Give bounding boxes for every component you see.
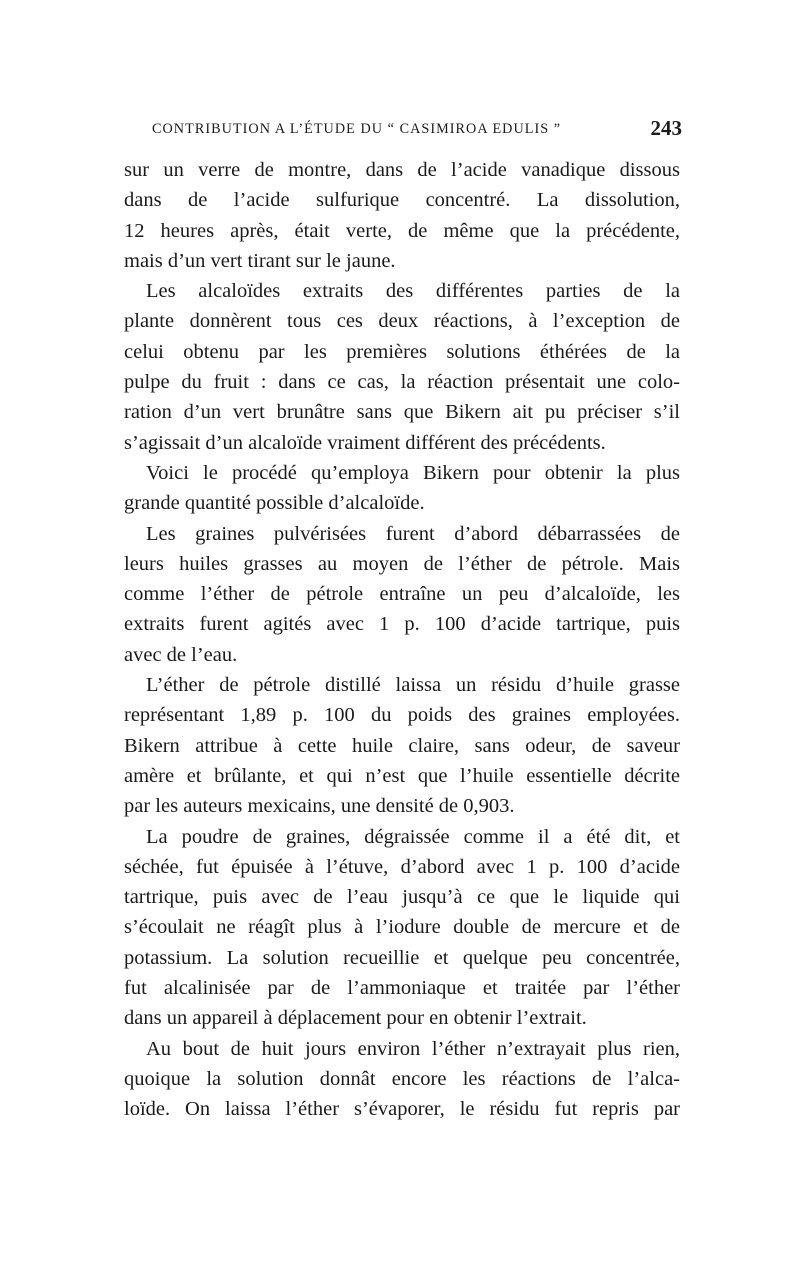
text-line: Les graines pulvérisées furent d’abord débarrassées de	[146, 522, 680, 545]
text-line: sur un verre de montre, dans de l’acide vanadique dissous	[124, 159, 680, 181]
text-line: extraits furent agités avec 1 p. 100 d’acide tartrique, puis	[124, 613, 680, 636]
text-line: s’agissait d’un alcaloïde vraiment différent des précédents.	[124, 431, 606, 454]
text-line: pulpe du fruit : dans ce cas, la réaction présentait une colo-	[124, 371, 680, 394]
running-title: CONTRIBUTION A L’ÉTUDE DU “ CASIMIROA EDULIS ”	[152, 121, 562, 137]
text-line: grande quantité possible d’alcaloïde.	[124, 492, 425, 515]
text-line: leurs huiles grasses au moyen de l’éther de pétrole. Mais	[124, 552, 680, 575]
text-line: mais d’un vert tirant sur le jaune.	[124, 249, 396, 272]
text-line: L’éther de pétrole distillé laissa un résidu d’huile grasse	[146, 674, 680, 697]
text-line: La poudre de graines, dégraissée comme il a été dit, et	[146, 825, 680, 848]
text-line: s’écoulait ne réagît plus à l’iodure double de mercure et de	[124, 916, 680, 939]
text-line: 12 heures après, était verte, de même que la précédente,	[124, 219, 680, 242]
text-line: comme l’éther de pétrole entraîne un peu d’alcaloïde, les	[124, 583, 680, 606]
text-line: ration d’un vert brunâtre sans que Bikern ait pu préciser s’il	[124, 401, 680, 424]
running-head	[152, 116, 682, 143]
text-line: dans un appareil à déplacement pour en obtenir l’extrait.	[124, 1007, 587, 1030]
body-text	[124, 155, 680, 1125]
text-line: plante donnèrent tous ces deux réactions, à l’exception de	[124, 310, 680, 333]
text-line: amère et brûlante, et qui n’est que l’huile essentielle décrite	[124, 764, 680, 787]
text-line: loïde. On laissa l’éther s’évaporer, le résidu fut repris par	[124, 1098, 680, 1121]
text-line: Au bout de huit jours environ l’éther n’extrayait plus rien,	[146, 1037, 680, 1060]
text-line: quoique la solution donnât encore les réactions de l’alca-	[124, 1067, 680, 1090]
text-line: par les auteurs mexicains, une densité de 0,903.	[124, 795, 515, 818]
text-line: dans de l’acide sulfurique concentré. La dissolution,	[124, 189, 680, 212]
text-line: fut alcalinisée par de l’ammoniaque et traitée par l’éther	[124, 977, 680, 1000]
text-line: Bikern attribue à cette huile claire, sans odeur, de saveur	[124, 734, 680, 757]
text-line: tartrique, puis avec de l’eau jusqu’à ce que le liquide qui	[124, 886, 680, 909]
text-line: avec de l’eau.	[124, 643, 238, 666]
text-line: Voici le procédé qu’employa Bikern pour obtenir la plus	[146, 461, 680, 484]
text-line: séchée, fut épuisée à l’étuve, d’abord avec 1 p. 100 d’acide	[124, 855, 680, 878]
text-line: Les alcaloïdes extraits des différentes parties de la	[146, 280, 680, 303]
text-line: représentant 1,89 p. 100 du poids des graines employées.	[124, 704, 680, 727]
page-number: 243	[650, 116, 682, 140]
text-line: potassium. La solution recueillie et quelque peu concentrée,	[124, 946, 680, 969]
text-line: celui obtenu par les premières solutions éthérées de la	[124, 340, 680, 363]
